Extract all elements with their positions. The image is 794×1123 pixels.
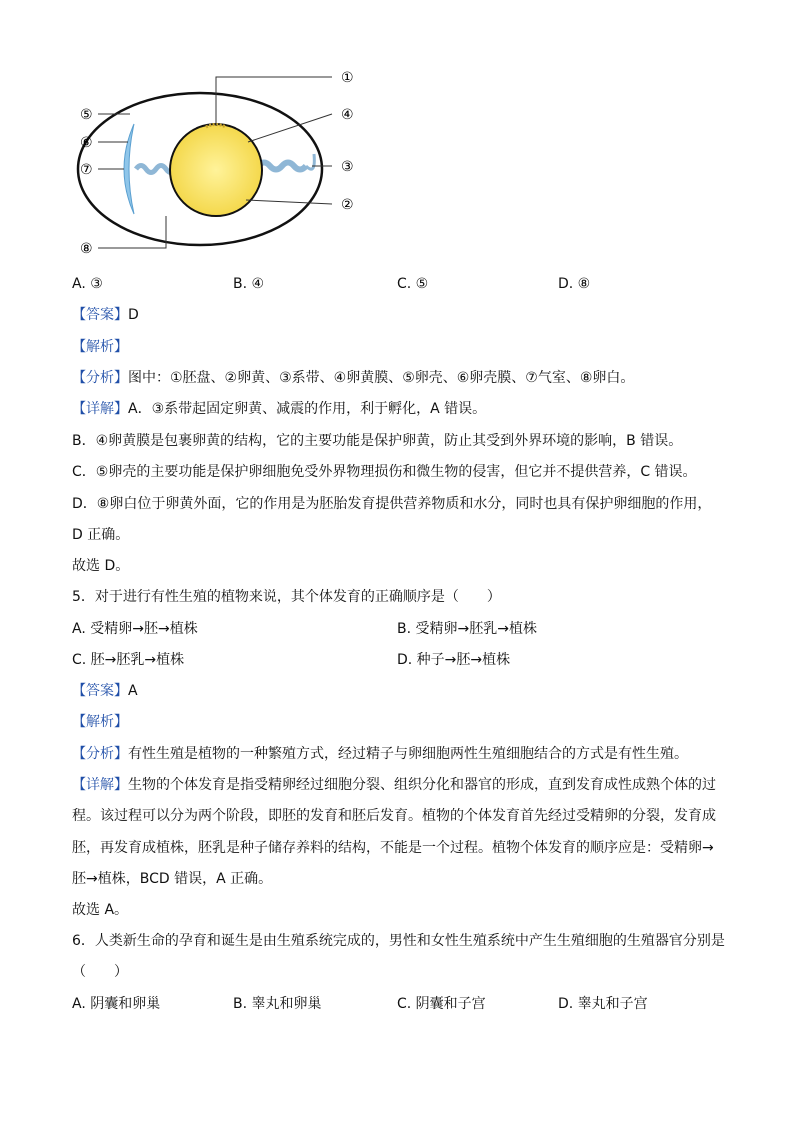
marker-4: ④ <box>341 107 354 123</box>
fenxi-tag: 【分析】 <box>72 370 128 386</box>
q4-line-d2: D 正确。 <box>72 527 130 543</box>
egg-structure-diagram <box>70 66 370 266</box>
q6-stem-1: 6．人类新生命的孕育和诞生是由生殖系统完成的，男性和女性生殖系统中产生生殖细胞的生殖器官分别是 <box>72 933 725 949</box>
q5-answer: A <box>128 683 138 699</box>
q4-fenxi-line <box>72 368 634 388</box>
q6-stem-2: （ ） <box>72 964 128 980</box>
q6-option-c: C. 阴囊和子宫 <box>397 996 486 1012</box>
q4-fenxi: 图中：①胚盘、②卵黄、③系带、④卵黄膜、⑤卵壳、⑥卵壳膜、⑦气室、⑧卵白。 <box>128 370 635 386</box>
analysis-tag: 【解析】 <box>72 339 128 355</box>
marker-1: ① <box>341 70 354 86</box>
marker-8: ⑧ <box>80 241 93 257</box>
q6-option-a: A. 阴囊和卵巢 <box>72 996 161 1012</box>
q4-xiangjie-a: A．③系带起固定卵黄、减震的作用，利于孵化，A 错误。 <box>128 401 487 417</box>
q5-xiangjie-2: 程。该过程可以分为两个阶段，即胚的发育和胚后发育。植物的个体发育首先经过受精卵的分裂，发育成 <box>72 808 716 824</box>
q5-option-d: D. 种子→胚→植株 <box>397 652 511 668</box>
q4-line-c: C．⑤卵壳的主要功能是保护卵细胞免受外界物理损伤和微生物的侵害，但它并不提供营养，C 错误。 <box>72 464 697 480</box>
analysis-tag: 【解析】 <box>72 714 128 730</box>
xiangjie-tag: 【详解】 <box>72 777 128 793</box>
marker-5: ⑤ <box>80 107 93 123</box>
q4-option-a: A. ③ <box>72 276 103 292</box>
q5-fenxi-line <box>72 744 688 764</box>
marker-3: ③ <box>341 159 354 175</box>
q5-stem: 5．对于进行有性生殖的植物来说，其个体发育的正确顺序是（ ） <box>72 589 501 605</box>
q4-option-d: D. ⑧ <box>558 276 591 292</box>
q4-xiangjie-line <box>72 399 486 419</box>
q5-xiangjie-1: 生物的个体发育是指受精卵经过细胞分裂、组织分化和器官的形成，直到发育成性成熟个体的过 <box>128 777 716 793</box>
q6-option-d: D. 睾丸和子宫 <box>558 996 648 1012</box>
q5-xiangjie-line <box>72 775 716 795</box>
answer-tag: 【答案】 <box>72 683 128 699</box>
q5-xiangjie-4: 胚→植株，BCD 错误，A 正确。 <box>72 871 273 887</box>
q5-analysis-tag <box>72 712 128 732</box>
marker-2: ② <box>341 197 354 213</box>
q4-conclusion: 故选 D。 <box>72 558 130 574</box>
yolk <box>170 124 262 216</box>
q4-answer: D <box>128 307 139 323</box>
q5-fenxi: 有性生殖是植物的一种繁殖方式，经过精子与卵细胞两性生殖细胞结合的方式是有性生殖。 <box>128 746 688 762</box>
answer-tag: 【答案】 <box>72 307 128 323</box>
q5-answer-line <box>72 681 138 701</box>
q4-option-c: C. ⑤ <box>397 276 429 292</box>
q5-option-a: A. 受精卵→胚→植株 <box>72 621 198 637</box>
fenxi-tag: 【分析】 <box>72 746 128 762</box>
q5-conclusion: 故选 A。 <box>72 902 129 918</box>
q4-option-b: B. ④ <box>233 276 265 292</box>
marker-7: ⑦ <box>80 162 93 178</box>
q5-option-c: C. 胚→胚乳→植株 <box>72 652 185 668</box>
q4-line-b: B．④卵黄膜是包裹卵黄的结构，它的主要功能是保护卵黄，防止其受到外界环境的影响，B 错误。 <box>72 433 683 449</box>
q4-analysis-tag <box>72 337 128 357</box>
marker-6: ⑥ <box>80 135 93 151</box>
xiangjie-tag: 【详解】 <box>72 401 128 417</box>
q4-answer-line <box>72 305 139 325</box>
q5-option-b: B. 受精卵→胚乳→植株 <box>397 621 537 637</box>
q5-xiangjie-3: 胚，再发育成植株，胚乳是种子储存养料的结构，不能是一个过程。植物个体发育的顺序应是：受精卵→ <box>72 840 714 856</box>
q4-line-d1: D．⑧卵白位于卵黄外面，它的作用是为胚胎发育提供营养物质和水分，同时也具有保护卵细胞的作用， <box>72 496 712 512</box>
q6-option-b: B. 睾丸和卵巢 <box>233 996 322 1012</box>
